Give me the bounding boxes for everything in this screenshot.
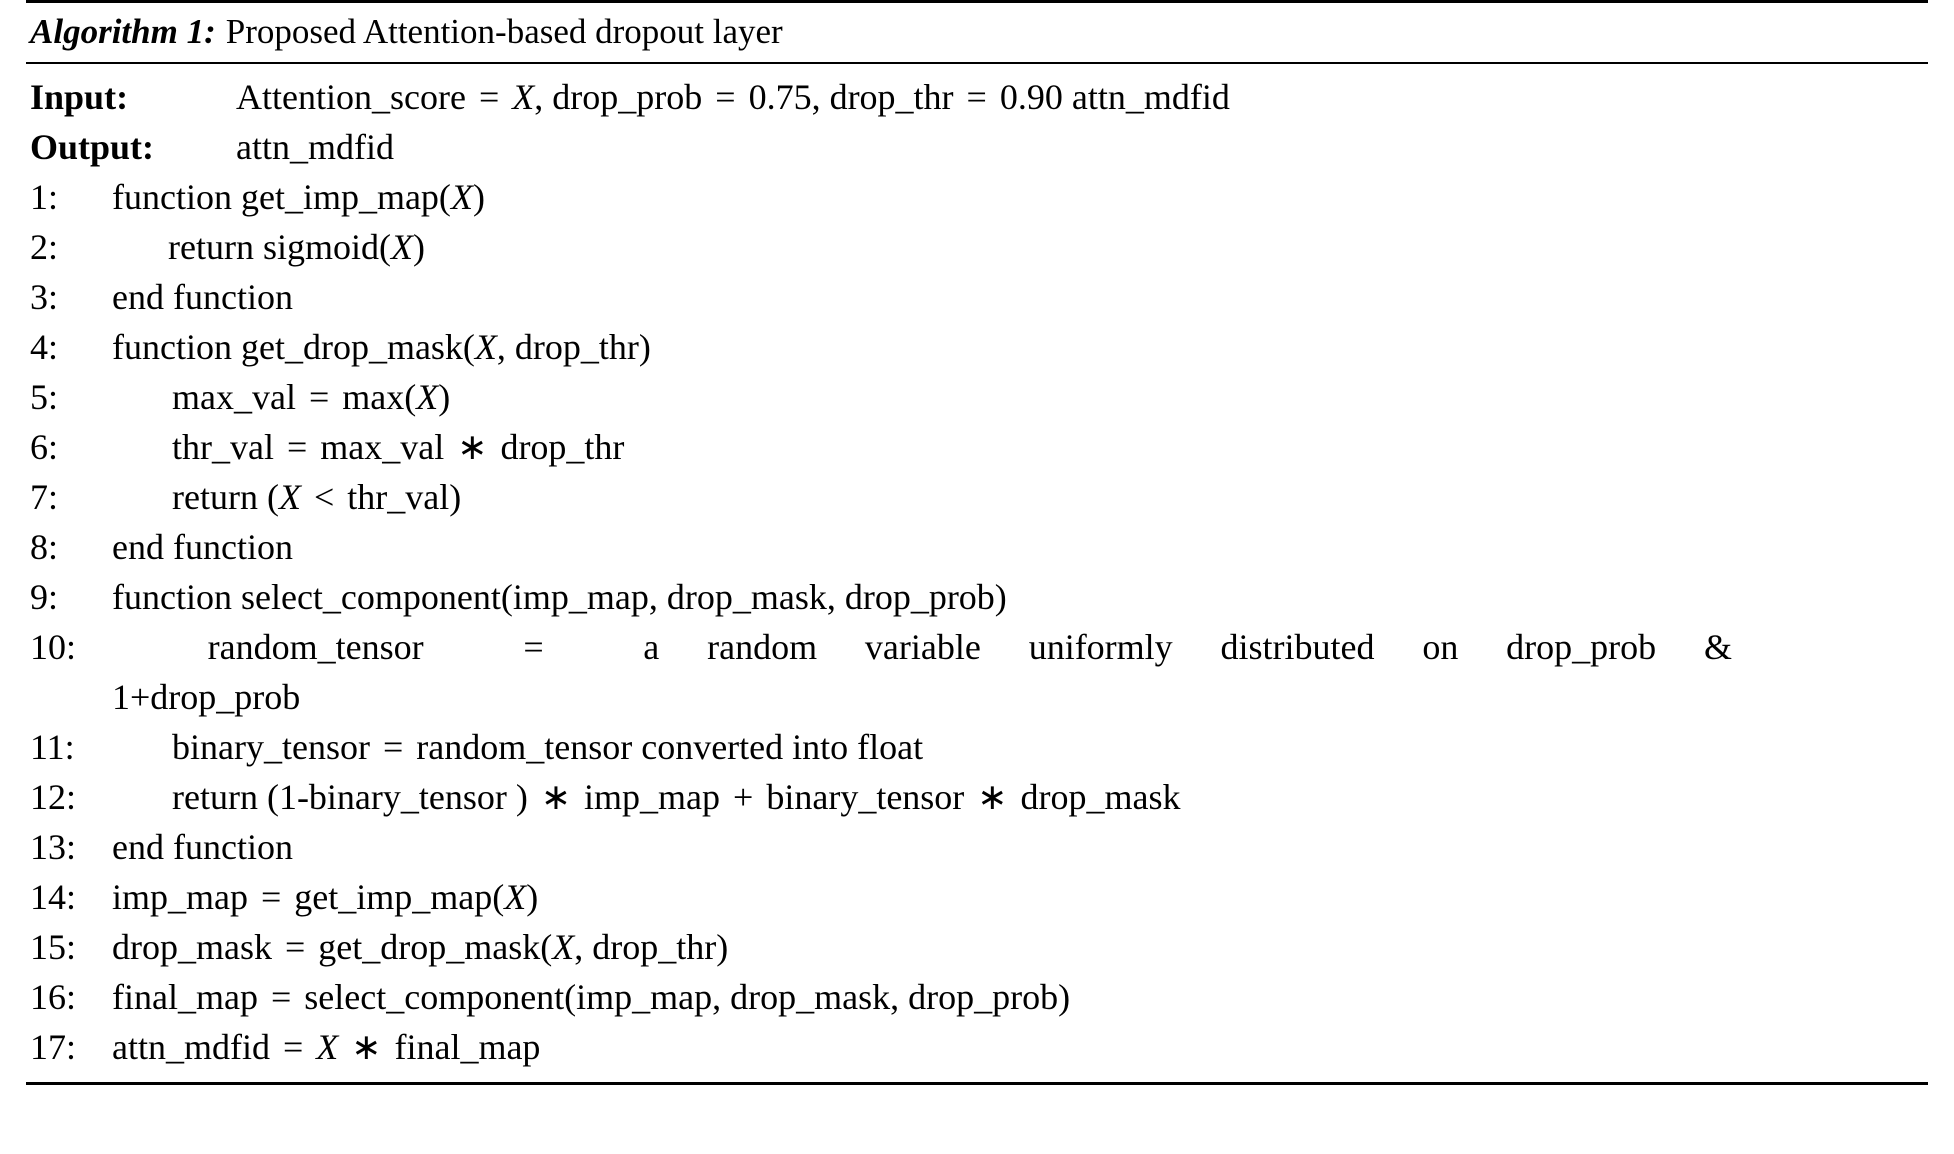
line-code: binary_tensor = random_tensor converted into float (172, 727, 924, 767)
algorithm-line (30, 972, 1928, 1022)
line-code: end function (112, 527, 293, 567)
algorithm-line (30, 272, 1928, 322)
line-number: 5: (30, 377, 59, 417)
line-number: 7: (30, 477, 59, 517)
line-number: 10: (30, 627, 77, 667)
line-code: return (X < thr_val) (172, 477, 462, 517)
algorithm-line (30, 172, 1928, 222)
line-number: 6: (30, 427, 59, 467)
algorithm-line (30, 922, 1928, 972)
algorithm-line (30, 622, 1928, 722)
algorithm-label: Algorithm 1: (30, 12, 216, 51)
line-code: random_tensor = a random variable uniformly distributed on drop_prob & 1+drop_prob (112, 627, 1732, 717)
line-number: 9: (30, 577, 59, 617)
line-number: 15: (30, 927, 77, 967)
bottom-rule (26, 1082, 1928, 1085)
output-label: Output: (30, 127, 155, 167)
line-number: 14: (30, 877, 77, 917)
line-number: 11: (30, 727, 75, 767)
algorithm-line (30, 322, 1928, 372)
line-code: end function (112, 277, 293, 317)
line-code: function select_component(imp_map, drop_mask, drop_prob) (112, 577, 1007, 617)
line-code: final_map = select_component(imp_map, drop_mask, drop_prob) (112, 977, 1071, 1017)
line-code: imp_map = get_imp_map(X) (112, 877, 539, 917)
algorithm-line (30, 1022, 1928, 1072)
algorithm-line (30, 772, 1928, 822)
algorithm-caption (26, 3, 1928, 62)
algorithm-line (30, 372, 1928, 422)
algorithm-line (30, 572, 1928, 622)
line-code: thr_val = max_val ∗ drop_thr (172, 427, 625, 467)
line-number: 12: (30, 777, 77, 817)
algorithm-line (30, 222, 1928, 272)
line-code: max_val = max(X) (172, 377, 451, 417)
line-number: 17: (30, 1027, 77, 1067)
line-number: 4: (30, 327, 59, 367)
algorithm-line (30, 872, 1928, 922)
algorithm-body (26, 64, 1928, 1082)
algorithm-line (30, 422, 1928, 472)
line-code: function get_drop_mask(X, drop_thr) (112, 327, 651, 367)
algorithm-line (30, 522, 1928, 572)
output-text: attn_mdfid (236, 127, 394, 167)
line-number: 1: (30, 177, 59, 217)
line-code: attn_mdfid = X ∗ final_map (112, 1027, 541, 1067)
line-number: 8: (30, 527, 59, 567)
line-code: return (1-binary_tensor ) ∗ imp_map + binary_tensor ∗ drop_mask (172, 777, 1181, 817)
algorithm-line (30, 472, 1928, 522)
line-number: 3: (30, 277, 59, 317)
line-code: end function (112, 827, 293, 867)
algorithm-title: Proposed Attention-based dropout layer (225, 12, 783, 51)
line-number: 13: (30, 827, 77, 867)
line-code: drop_mask = get_drop_mask(X, drop_thr) (112, 927, 729, 967)
input-row (30, 72, 1928, 122)
line-number: 16: (30, 977, 77, 1017)
line-code: function get_imp_map(X) (112, 177, 485, 217)
output-row (30, 122, 1928, 172)
input-text: Attention_score = X, drop_prob = 0.75, drop_thr = 0.90 attn_mdfid (236, 77, 1230, 117)
input-label: Input: (30, 77, 129, 117)
algorithm-line (30, 822, 1928, 872)
line-number: 2: (30, 227, 59, 267)
algorithm-line (30, 722, 1928, 772)
line-code: return sigmoid(X) (168, 227, 425, 267)
